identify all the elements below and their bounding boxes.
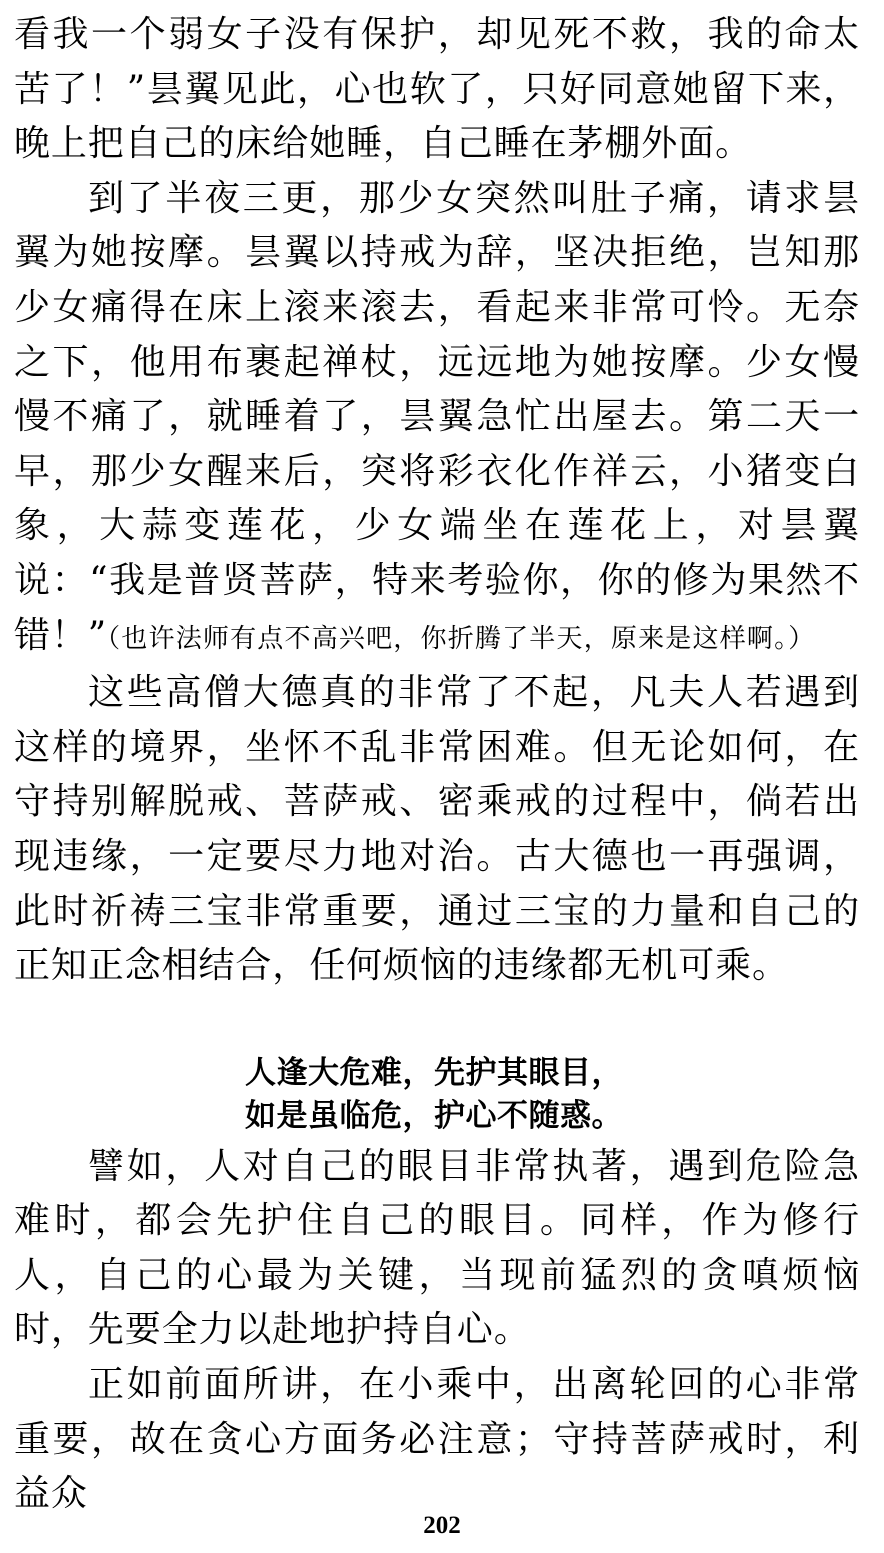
- page-body: [14, 8, 860, 1522]
- paragraph-2: [14, 172, 860, 666]
- paragraph-5: 正如前面所讲，在小乘中，出离轮回的心非常重要，故在贪心方面务必注意；守持菩萨戒时，利益众: [14, 1364, 860, 1515]
- verse-line-2: 如是虽临危，护心不随惑。: [245, 1097, 623, 1134]
- page-number: 202: [423, 1512, 461, 1539]
- paragraph-2-main: 到了半夜三更，那少女突然叫肚子痛，请求昙翼为她按摩。昙翼以持戒为辞，坚决拒绝，岂知那少女痛得在床上滚来滚去，看起来非常可怜。无奈之下，他用布裹起禅杖，远远地为她按摩。少女慢慢不痛了，就睡着了，昙翼急忙出屋去。第二天一早，那少女醒来后，突将彩衣化作祥云，小猪变白象，大蒜变莲花，少女端坐在莲花上，对昙翼说：“我是普贤菩萨，特来考验你，你的修为果然不错！”: [14, 177, 860, 656]
- verse-line-1: 人逢大危难，先护其眼目，: [245, 1054, 623, 1091]
- verse-block: [14, 1052, 860, 1138]
- paragraph-2-note: （也许法师有点不高兴吧，你折腾了半天，原来是这样啊。）: [107, 623, 816, 654]
- paragraph-1: 看我一个弱女子没有保护，却见死不救，我的命太苦了！”昙翼见此，心也软了，只好同意她留下来，晚上把自己的床给她睡，自己睡在茅棚外面。: [14, 14, 860, 165]
- paragraph-3: 这些高僧大德真的非常了不起，凡夫人若遇到这样的境界，坐怀不乱非常困难。但无论如何，在守持别解脱戒、菩萨戒、密乘戒的过程中，倘若出现违缘，一定要尽力地对治。古大德也一再强调，此时祈祷三宝非常重要，通过三宝的力量和自己的正知正念相结合，任何烦恼的违缘都无机可乘。: [14, 672, 860, 987]
- paragraph-4: 譬如，人对自己的眼目非常执著，遇到危险急难时，都会先护住自己的眼目。同样，作为修行人，自己的心最为关键，当现前猛烈的贪嗔烦恼时，先要全力以赴地护持自心。: [14, 1145, 860, 1351]
